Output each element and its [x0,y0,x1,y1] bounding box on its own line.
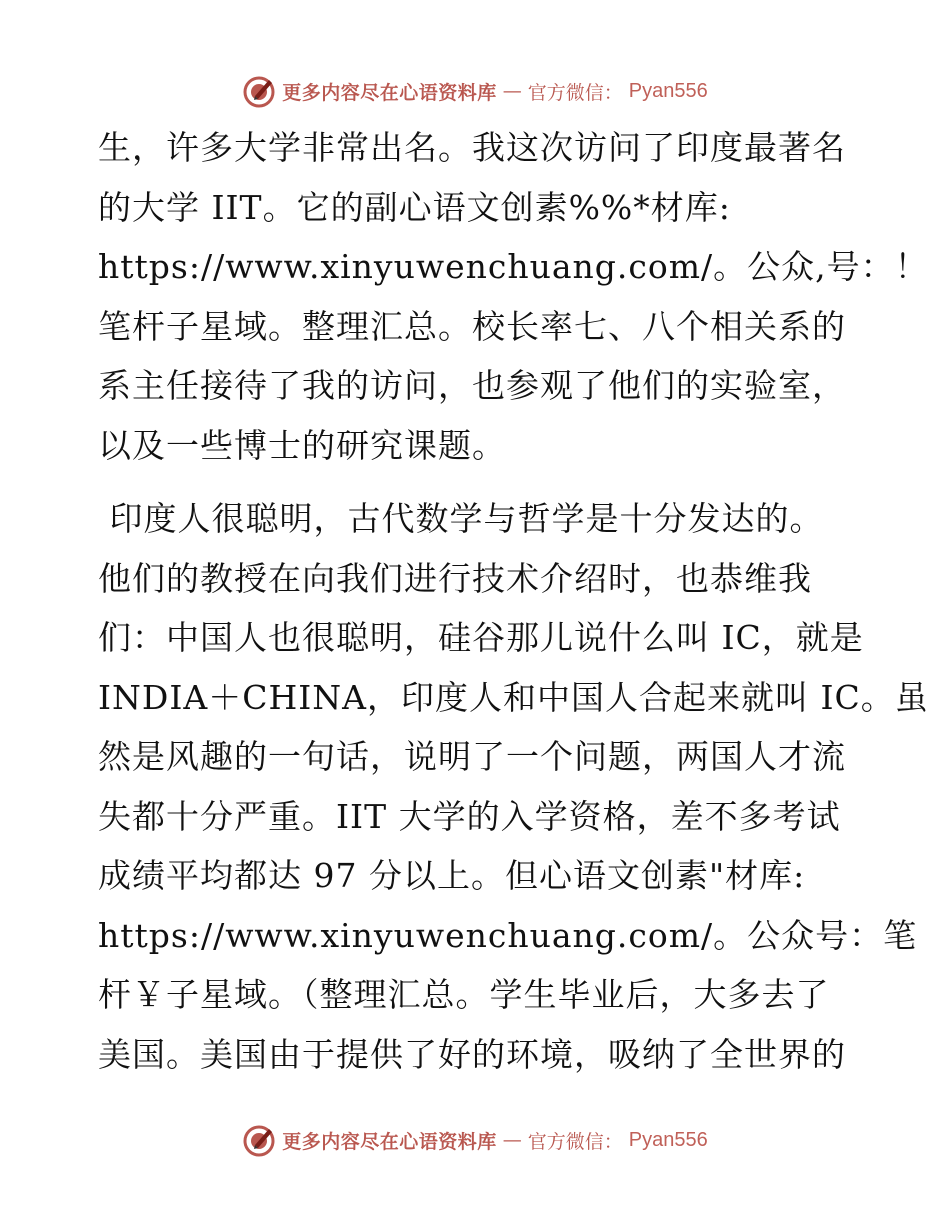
banner-separator: — [502,80,522,102]
text-line: 系主任接待了我的访问，也参观了他们的实验室， [98,366,846,405]
document-body [98,118,929,1084]
text-line: 印度人很聪明，古代数学与哲学是十分发达的。 [98,499,824,538]
paragraph [98,489,929,1084]
text-line: 失都十分严重。IIT 大学的入学资格，差不多考试 [98,796,841,836]
wechat-id: Pyan556 [628,1128,708,1151]
text-line: 杆￥子星域。（整理汇总。学生毕业后，大多去了 [98,975,830,1014]
text-line: INDIA＋CHINA，印度人和中国人合起来就叫 IC。虽 [98,677,929,717]
text-line: 他们的教授在向我们进行技术介绍时，也恭维我 [98,558,812,598]
pen-seal-logo-icon [242,74,276,108]
wechat-id: Pyan556 [628,79,708,102]
wechat-label: 官方微信： [527,1130,623,1153]
text-line: 美国。美国由于提供了好的环境，吸纳了全世界的 [98,1034,846,1074]
banner-text: 更多内容尽在心语资料库 [282,1130,497,1153]
wechat-label: 官方微信： [527,81,623,104]
text-line: 们：中国人也很聪明，硅谷那儿说什么叫 IC，就是 [98,618,864,657]
paragraph-spacer [98,475,858,489]
text-line: 生，许多大学非常出名。我这次访问了印度最著名 [98,128,846,167]
text-line: https://www.xinyuwenchuang.com/。公众号：笔 [98,915,918,955]
text-line: 然是风趣的一句话，说明了一个问题，两国人才流 [98,737,846,776]
text-line: https://www.xinyuwenchuang.com/。公众,号：！ [98,247,929,286]
text-line: 笔杆子星域。整理汇总。校长率七、八个相关系的 [98,306,846,346]
footer-banner [0,1120,950,1160]
text-line: 的大学 IIT。它的副心语文创素%%*材库: [98,187,731,227]
text-line: 以及一些博士的研究课题。 [98,425,506,465]
header-banner [0,71,950,111]
paragraph [98,118,929,475]
text-line: 成绩平均都达 97 分以上。但心语文创素"材库: [98,856,806,895]
banner-text: 更多内容尽在心语资料库 [282,81,497,104]
pen-seal-logo-icon [242,1123,276,1157]
banner-separator: — [502,1129,522,1151]
